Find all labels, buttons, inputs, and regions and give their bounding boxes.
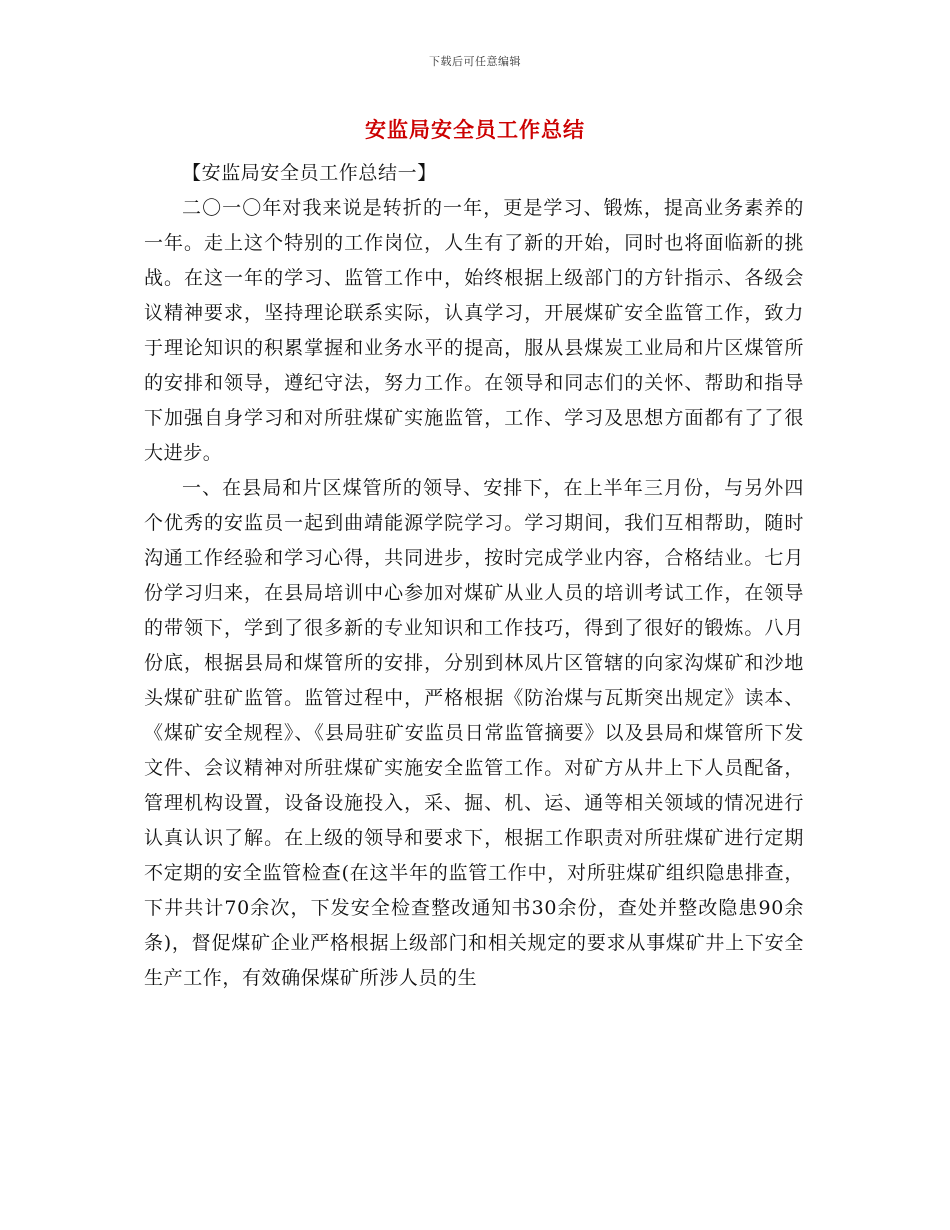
header-note: 下载后可任意编辑 bbox=[429, 55, 521, 68]
document-body bbox=[144, 156, 804, 996]
section-heading: 【安监局安全员工作总结一】 bbox=[182, 162, 437, 184]
paragraph-2: 一、在县局和片区煤管所的领导、安排下，在上半年三月份，与另外四个优秀的安监员一起到曲靖能源学院学习。学习期间，我们互相帮助，随时沟通工作经验和学习心得，共同进步，按时完成学业内容，合格结业。七月份学习归来，在县局培训中心参加对煤矿从业人员的培训考试工作，在领导的带领下，学到了很多新的专业知识和工作技巧，得到了很好的锻炼。八月份底，根据县局和煤管所的安排，分别到林凤片区管辖的向家沟煤矿和沙地头煤矿驻矿监管。监管过程中，严格根据《防治煤与瓦斯突出规定》读本、《煤矿安全规程》、《县局驻矿安监员日常监管摘要》以及县局和煤管所下发文件、会议精神对所驻煤矿实施安全监管工作。对矿方从井上下人员配备，管理机构设置，设备设施投入，采、掘、机、运、通等相关领域的情况进行认真认识了解。在上级的领导和要求下，根据工作职责对所驻煤矿进行定期不定期的安全监管检查(在这半年的监管工作中，对所驻煤矿组织隐患排查，下井共计70余次，下发安全检查整改通知书30余份，查处并整改隐患90余条)，督促煤矿企业严格根据上级部门和相关规定的要求从事煤矿井上下安全生产工作，有效确保煤矿所涉人员的生 bbox=[144, 477, 804, 989]
page-title: 安监局安全员工作总结 bbox=[365, 118, 585, 142]
paragraph-1: 二〇一〇年对我来说是转折的一年，更是学习、锻炼，提高业务素养的一年。走上这个特别的工作岗位，人生有了新的开始，同时也将面临新的挑战。在这一年的学习、监管工作中，始终根据上级部门的方针指示、各级会议精神要求，坚持理论联系实际，认真学习，开展煤矿安全监管工作，致力于理论知识的积累掌握和业务水平的提高，服从县煤炭工业局和片区煤管所的安排和领导，遵纪守法，努力工作。在领导和同志们的关怀、帮助和指导下加强自身学习和对所驻煤矿实施监管，工作、学习及思想方面都有了了很大进步。 bbox=[144, 197, 804, 464]
